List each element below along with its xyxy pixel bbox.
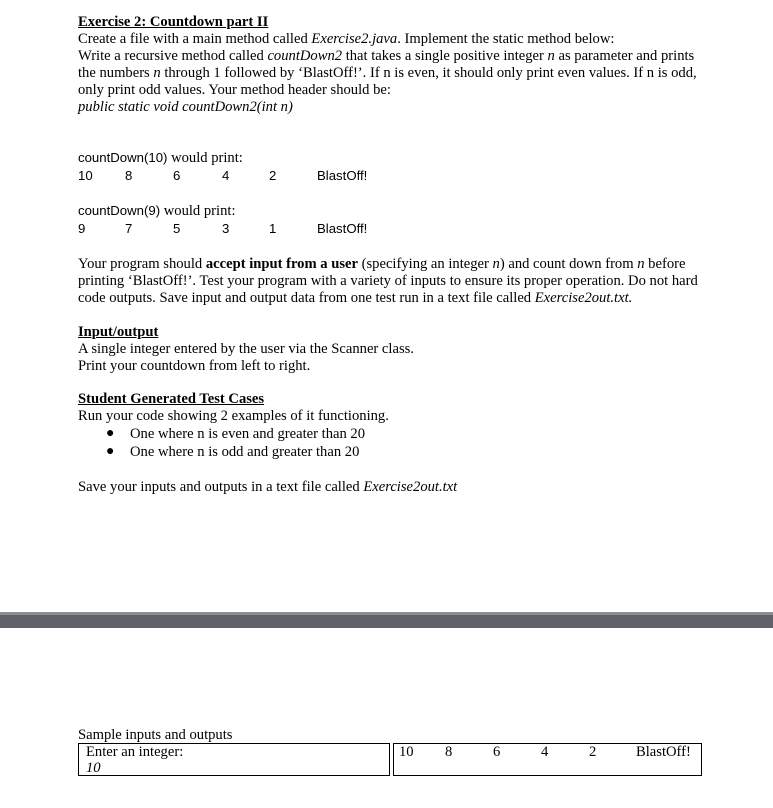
test-bullet-item: One where n is odd and greater than 20 [130, 444, 360, 460]
sample-output-value: 6 [493, 744, 501, 760]
example-1-value: 4 [222, 168, 230, 183]
io-line-2: Print your countdown from left to right. [78, 358, 311, 374]
example-1-label: countDown(10) would print: [78, 150, 243, 166]
program-line-1: Your program should accept input from a user (specifying an integer n) and count down from n before [78, 256, 686, 272]
sample-output-value: 4 [541, 744, 549, 760]
sample-output-value: 2 [589, 744, 597, 760]
example-1-value: BlastOff! [317, 168, 368, 183]
sample-input-value: 10 [86, 760, 101, 776]
example-2-value: 7 [125, 221, 133, 236]
example-1-value: 10 [78, 168, 93, 183]
sample-input-cell [78, 743, 390, 776]
page-separator [0, 612, 773, 628]
example-1-value: 8 [125, 168, 133, 183]
save-instruction: Save your inputs and outputs in a text file called Exercise2out.txt [78, 479, 458, 495]
program-line-3: code outputs. Save input and output data from one test run in a text file called Exercise2out.txt. [78, 290, 633, 306]
sample-table [78, 743, 702, 776]
example-2-value: 9 [78, 221, 86, 236]
test-bullet-item: One where n is even and greater than 20 [130, 426, 366, 442]
example-2-value: 1 [269, 221, 277, 236]
example-2-value: 5 [173, 221, 181, 236]
method-header: public static void countDown2(int n) [78, 99, 293, 115]
tests-line-1: Run your code showing 2 examples of it functioning. [78, 408, 389, 424]
tests-heading: Student Generated Test Cases [78, 391, 265, 407]
sample-caption: Sample inputs and outputs [78, 727, 233, 743]
program-line-2: printing ‘BlastOff!’. Test your program with a variety of inputs to ensure its proper operation. Do not hard [78, 273, 698, 289]
example-2-value: 3 [222, 221, 230, 236]
intro-line-2: Write a recursive method called countDown2 that takes a single positive integer n as parameter and prints [78, 48, 695, 64]
sample-output-value: 10 [399, 744, 414, 760]
sample-prompt: Enter an integer: [86, 744, 184, 760]
intro-line-1: Create a file with a main method called Exercise2.java. Implement the static method below: [78, 31, 615, 47]
bullet-icon: ● [106, 426, 115, 441]
exercise-title: Exercise 2: Countdown part II [78, 14, 269, 30]
example-2-value: BlastOff! [317, 221, 368, 236]
sample-output-cell [393, 743, 702, 776]
sample-output-value: 8 [445, 744, 453, 760]
io-heading: Input/output [78, 324, 159, 340]
example-1-value: 6 [173, 168, 181, 183]
document-page-2 [0, 628, 773, 808]
sample-output-value: BlastOff! [636, 744, 691, 760]
intro-line-4: only print odd values. Your method header should be: [78, 82, 391, 98]
bullet-icon: ● [106, 444, 115, 459]
example-2-label: countDown(9) would print: [78, 203, 236, 219]
example-1-value: 2 [269, 168, 277, 183]
io-line-1: A single integer entered by the user via the Scanner class. [78, 341, 414, 357]
intro-line-3: the numbers n through 1 followed by ‘BlastOff!’. If n is even, it should only print even values. If n is odd, [78, 65, 697, 81]
